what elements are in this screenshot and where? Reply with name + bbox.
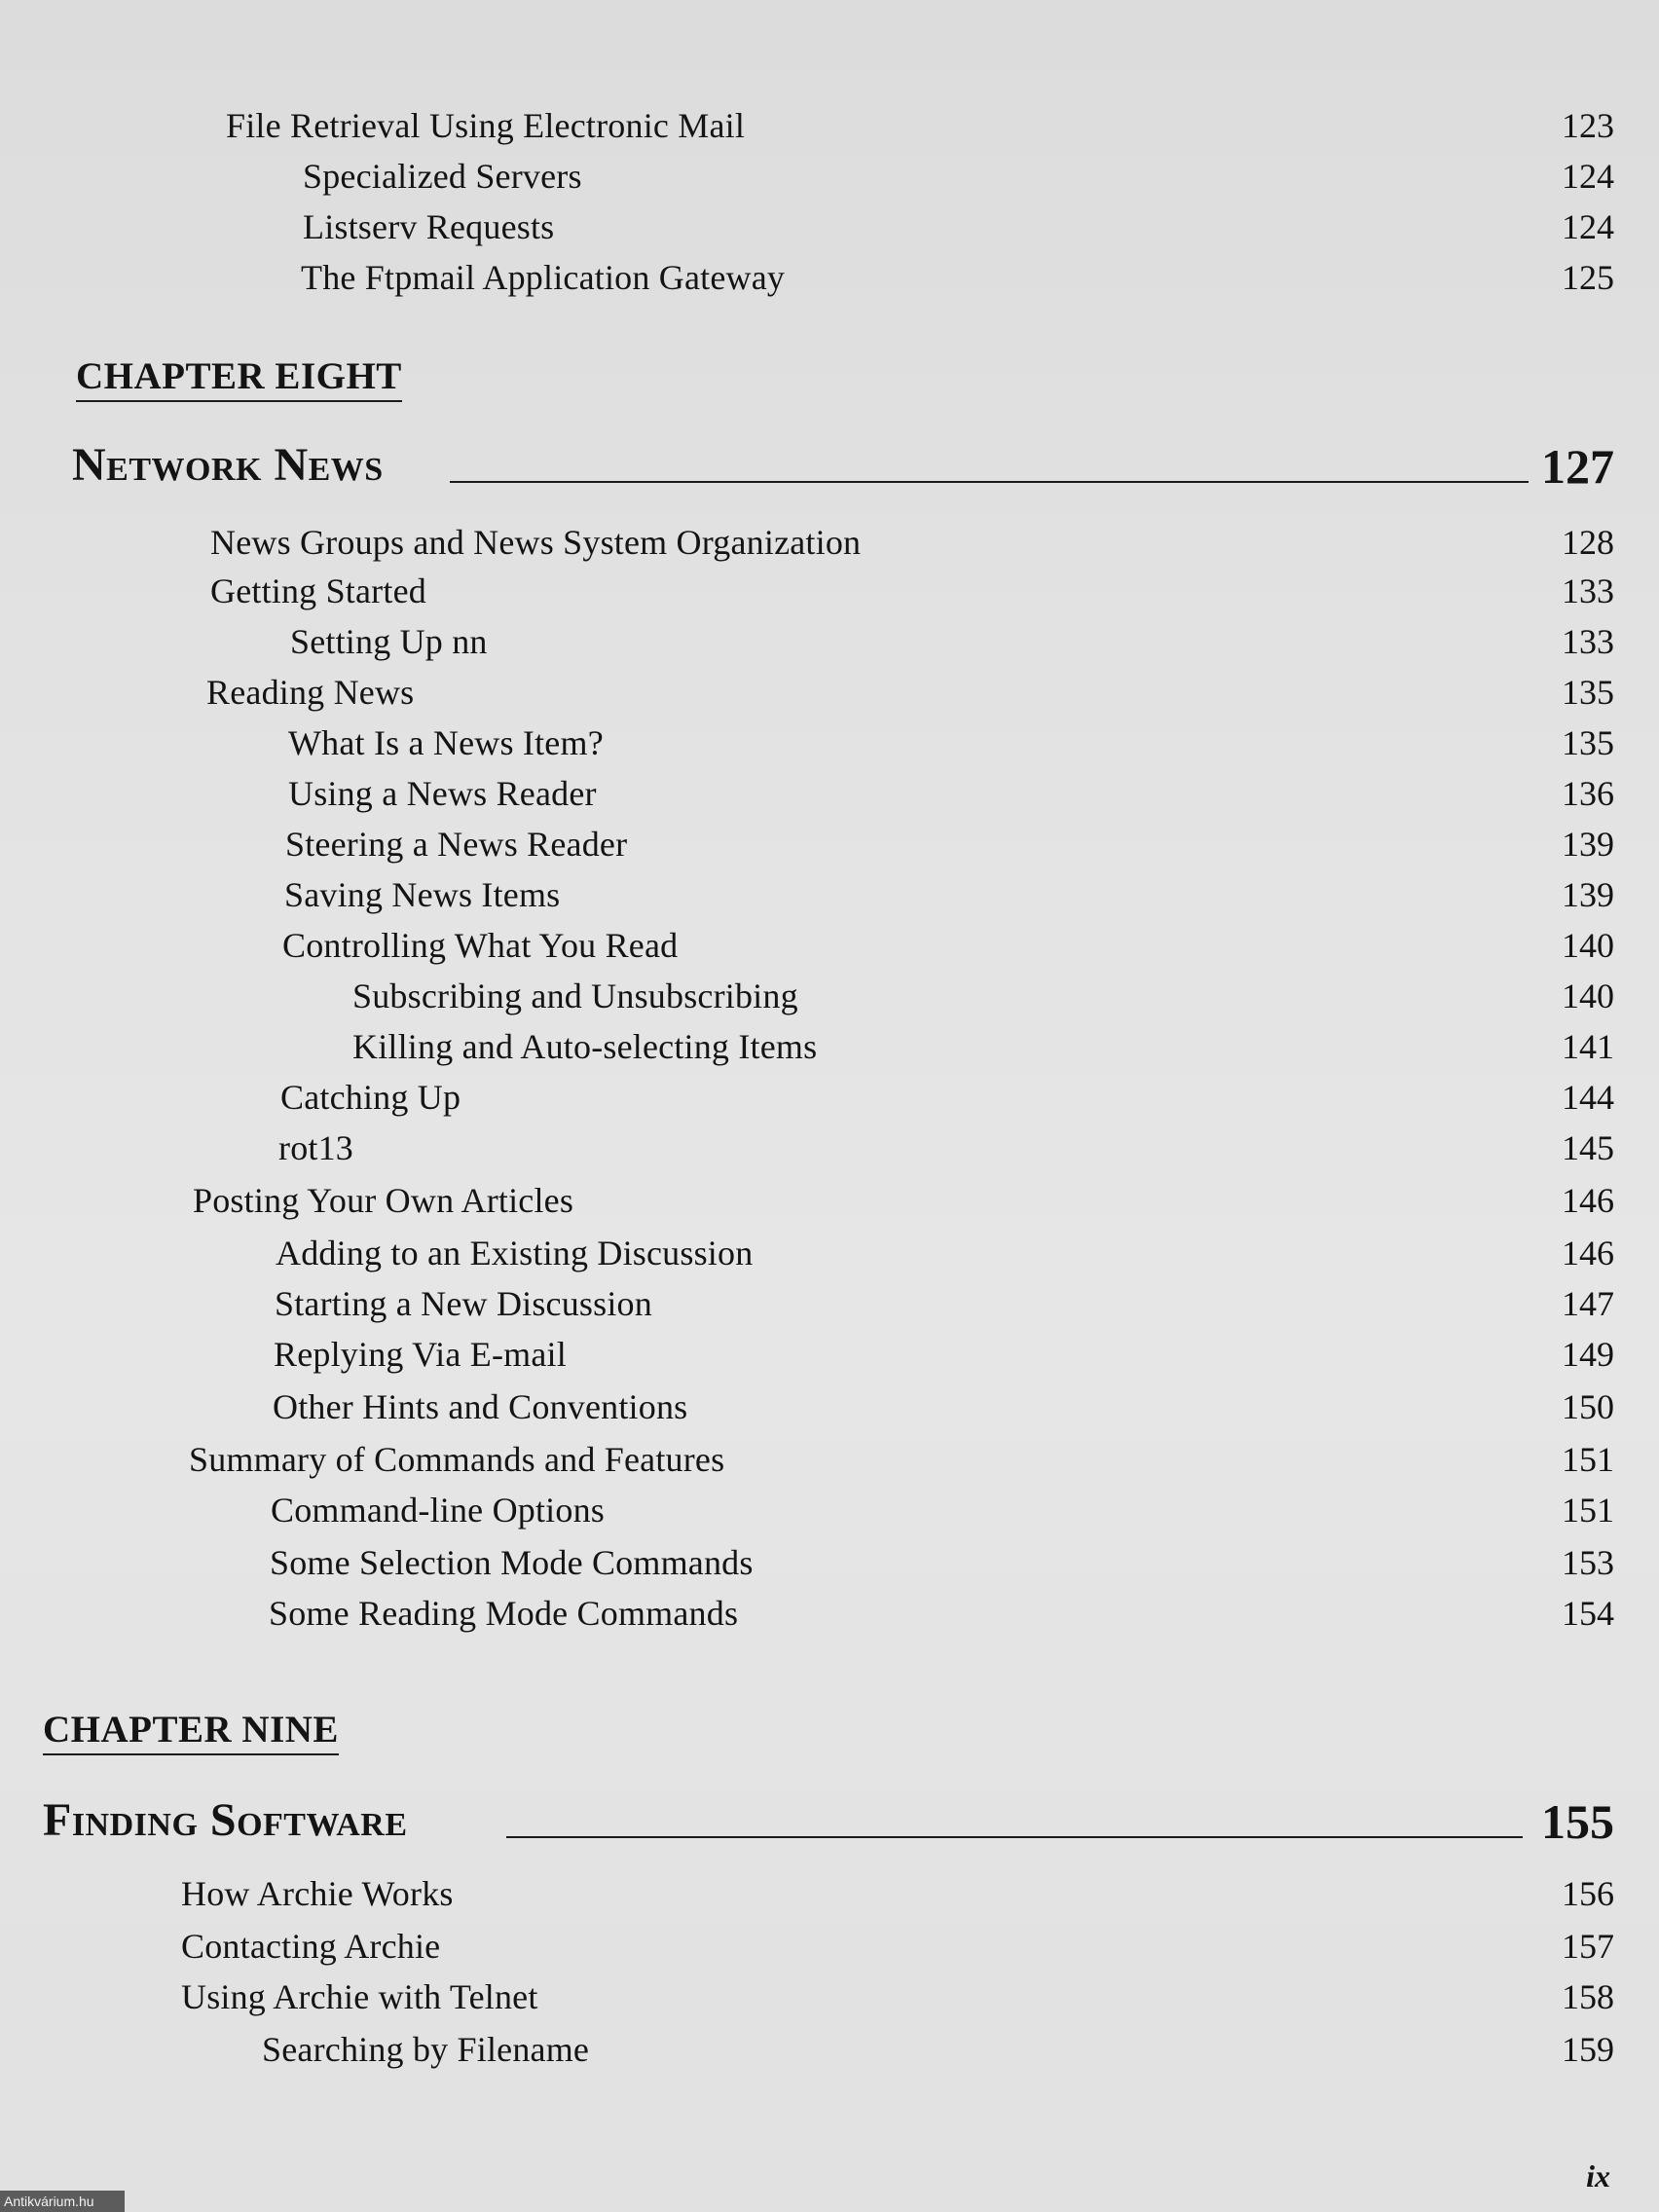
source-watermark: Antikvárium.hu — [0, 2191, 125, 2212]
entry-page: 139 — [1562, 825, 1614, 864]
entry-title: Posting Your Own Articles — [193, 1181, 574, 1220]
chapter-page: 127 — [1541, 439, 1614, 494]
entry-title: Some Selection Mode Commands — [270, 1543, 754, 1582]
toc-entry — [0, 1180, 1659, 1219]
entry-page: 156 — [1562, 1874, 1614, 1913]
entry-page: 135 — [1562, 673, 1614, 712]
entry-title: Starting a New Discussion — [275, 1284, 652, 1323]
toc-entry — [0, 1334, 1659, 1373]
leader-rule — [506, 1836, 1523, 1838]
toc-entry — [0, 156, 1659, 195]
toc-entry — [0, 1593, 1659, 1632]
entry-title: rot13 — [278, 1128, 353, 1167]
toc-entry — [0, 1439, 1659, 1478]
entry-title: Specialized Servers — [303, 157, 582, 196]
entry-page: 124 — [1562, 207, 1614, 246]
entry-title: Replying Via E-mail — [274, 1335, 567, 1374]
entry-page: 139 — [1562, 875, 1614, 914]
entry-page: 133 — [1562, 571, 1614, 610]
toc-entry — [0, 722, 1659, 761]
entry-page: 145 — [1562, 1128, 1614, 1167]
entry-page: 154 — [1562, 1594, 1614, 1633]
toc-entry — [0, 257, 1659, 296]
entry-page: 151 — [1562, 1491, 1614, 1530]
entry-page: 158 — [1562, 1977, 1614, 2016]
entry-title: Steering a News Reader — [285, 825, 628, 864]
toc-entry — [0, 1077, 1659, 1116]
toc-entry — [0, 1976, 1659, 2015]
chapter-title: Network News — [72, 439, 384, 491]
chapter-page: 155 — [1541, 1794, 1614, 1849]
entry-title: Summary of Commands and Features — [189, 1440, 725, 1479]
toc-entry — [0, 1283, 1659, 1322]
entry-page: 141 — [1562, 1027, 1614, 1066]
entry-title: Getting Started — [210, 571, 426, 610]
entry-page: 133 — [1562, 622, 1614, 661]
entry-page: 135 — [1562, 723, 1614, 762]
entry-page: 144 — [1562, 1078, 1614, 1117]
toc-entry — [0, 824, 1659, 863]
entry-page: 149 — [1562, 1335, 1614, 1374]
entry-page: 140 — [1562, 977, 1614, 1015]
toc-entry — [0, 206, 1659, 245]
entry-title: Using a News Reader — [288, 774, 597, 813]
toc-entry — [0, 1233, 1659, 1272]
chapter-heading — [0, 438, 1659, 497]
toc-entry — [0, 522, 1659, 561]
entry-page: 124 — [1562, 157, 1614, 196]
entry-page: 159 — [1562, 2030, 1614, 2069]
toc-entry — [0, 1127, 1659, 1166]
entry-page: 147 — [1562, 1284, 1614, 1323]
entry-title: Adding to an Existing Discussion — [276, 1234, 754, 1272]
entry-page: 140 — [1562, 926, 1614, 965]
toc-entry — [0, 672, 1659, 711]
entry-page: 151 — [1562, 1440, 1614, 1479]
entry-title: Setting Up nn — [290, 622, 488, 661]
chapter-heading — [0, 1793, 1659, 1852]
entry-title: What Is a News Item? — [288, 723, 604, 762]
toc-entry — [0, 1490, 1659, 1529]
entry-title: Other Hints and Conventions — [273, 1387, 688, 1426]
entry-title: Catching Up — [280, 1078, 461, 1117]
entry-page: 150 — [1562, 1387, 1614, 1426]
entry-title: Using Archie with Telnet — [181, 1977, 538, 2016]
leader-rule — [450, 481, 1529, 483]
entry-title: File Retrieval Using Electronic Mail — [226, 106, 746, 145]
toc-entry — [0, 571, 1659, 609]
chapter-title: Finding Software — [43, 1794, 408, 1846]
toc-entry — [0, 2029, 1659, 2068]
toc-entry — [0, 1873, 1659, 1912]
chapter-label: CHAPTER NINE — [43, 1708, 339, 1755]
entry-page: 146 — [1562, 1234, 1614, 1272]
entry-page: 136 — [1562, 774, 1614, 813]
entry-title: The Ftpmail Application Gateway — [301, 258, 786, 297]
entry-title: Saving News Items — [284, 875, 561, 914]
entry-title: Some Reading Mode Commands — [269, 1594, 739, 1633]
entry-page: 123 — [1562, 106, 1614, 145]
entry-title: Contacting Archie — [181, 1927, 441, 1966]
entry-page: 128 — [1562, 523, 1614, 562]
toc-entry — [0, 976, 1659, 1014]
toc-entry — [0, 1386, 1659, 1425]
entry-title: Killing and Auto-selecting Items — [352, 1027, 818, 1066]
entry-page: 125 — [1562, 258, 1614, 297]
toc-entry — [0, 1542, 1659, 1581]
entry-title: Searching by Filename — [262, 2030, 590, 2069]
chapter-label: CHAPTER EIGHT — [76, 354, 402, 402]
toc-entry — [0, 874, 1659, 913]
entry-title: Command-line Options — [271, 1491, 605, 1530]
toc-entry — [0, 621, 1659, 660]
page-folio: ix — [1586, 2158, 1610, 2194]
entry-title: Listserv Requests — [303, 207, 555, 246]
entry-title: How Archie Works — [181, 1874, 454, 1913]
entry-page: 153 — [1562, 1543, 1614, 1582]
entry-title: Reading News — [206, 673, 415, 712]
toc-entry — [0, 105, 1659, 144]
entry-title: Controlling What You Read — [282, 926, 679, 965]
entry-page: 146 — [1562, 1181, 1614, 1220]
toc-entry — [0, 1026, 1659, 1065]
entry-page: 157 — [1562, 1927, 1614, 1966]
entry-title: News Groups and News System Organization — [210, 523, 862, 562]
toc-entry — [0, 925, 1659, 964]
toc-entry — [0, 1926, 1659, 1965]
entry-title: Subscribing and Unsubscribing — [352, 977, 798, 1015]
toc-entry — [0, 773, 1659, 812]
